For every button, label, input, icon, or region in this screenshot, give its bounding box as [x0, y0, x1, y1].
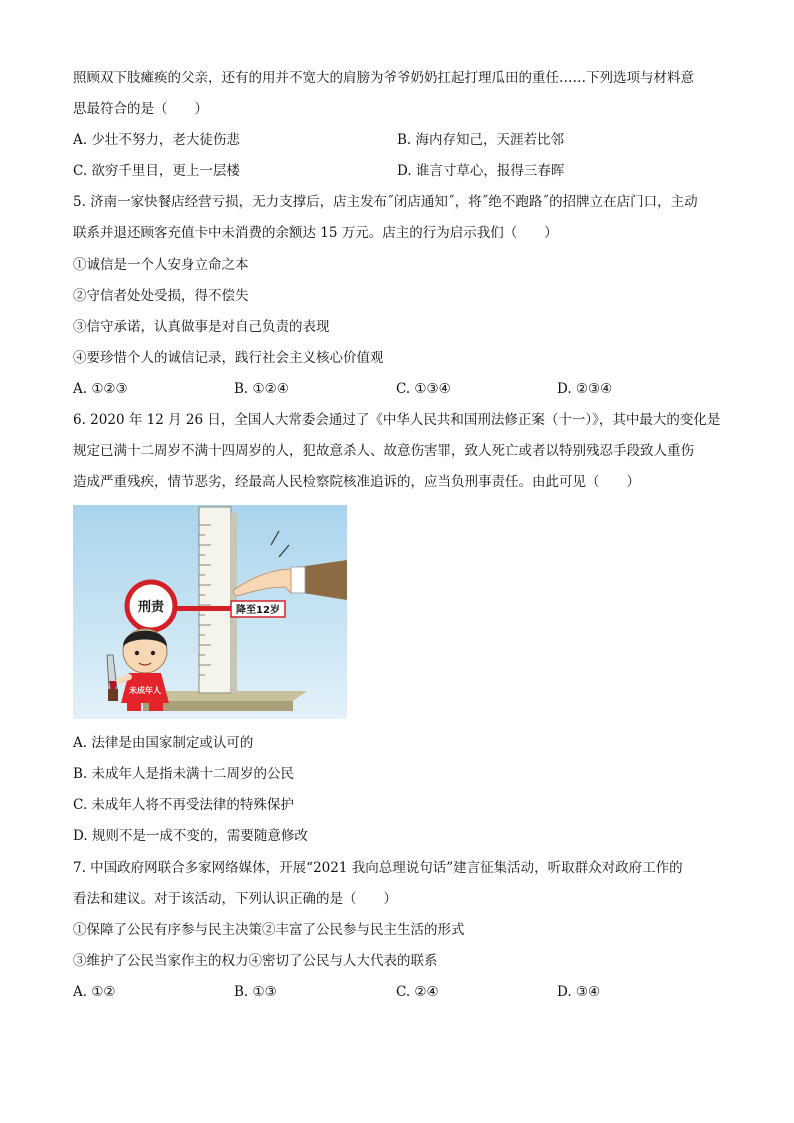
q5-item-3: ③信守承诺，认真做事是对自己负责的表现 — [73, 319, 330, 335]
q7-option-b: B. ①③ — [234, 984, 277, 1000]
q6-option-d: D. 规则不是一成不变的，需要随意修改 — [73, 828, 308, 844]
q5-stem-line-2: 联系并退还顾客充值卡中未消费的余额达 15 万元。店主的行为启示我们（ ） — [73, 225, 558, 241]
q5-option-a: A. ①②③ — [73, 381, 128, 397]
q6-stem-line-1: 6. 2020 年 12 月 26 日，全国人大常委会通过了《中华人民共和国刑法修正案（十一）》，其中最大的变化是 — [73, 412, 721, 428]
q5-item-2: ②守信者处处受损，得不偿失 — [73, 288, 249, 304]
q6-stem-line-3: 造成严重残疾，情节恶劣，经最高人民检察院核准追诉的，应当负刑事责任。由此可见（ ） — [73, 474, 640, 490]
cartoon-sign-text: 刑责 — [137, 600, 165, 615]
cartoon-arrow-label: 降至12岁 — [236, 605, 280, 616]
q5-option-c: C. ①③④ — [396, 381, 451, 397]
q7-option-d: D. ③④ — [557, 984, 601, 1000]
q4-option-d: D. 谁言寸草心，报得三春晖 — [397, 163, 565, 179]
q6-option-b: B. 未成年人是指未满十二周岁的公民 — [73, 766, 295, 782]
q4-stem-line-2: 思最符合的是（ ） — [73, 101, 208, 117]
q4-option-a: A. 少壮不努力，老大徒伤悲 — [73, 132, 240, 148]
q7-stem-line-1: 7. 中国政府网联合多家网络媒体，开展“2021 我向总理说句话”建言征集活动，听取群众对政府工作的 — [73, 860, 683, 876]
cartoon-shirt-text: 未成年人 — [129, 686, 161, 695]
q5-item-4: ④要珍惜个人的诚信记录，践行社会主义核心价值观 — [73, 350, 384, 366]
q5-stem-line-1: 5. 济南一家快餐店经营亏损，无力支撑后，店主发布˝闭店通知˝，将˝绝不跑路˝的招牌立在店门口，主动 — [73, 194, 698, 210]
q6-option-a: A. 法律是由国家制定或认可的 — [73, 735, 254, 751]
q4-stem-line-1: 照顾双下肢瘫痪的父亲，还有的用并不宽大的肩膀为爷爷奶奶扛起打理瓜田的重任……下列选项与材料意 — [73, 70, 694, 86]
q6-stem-line-2: 规定已满十二周岁不满十四周岁的人，犯故意杀人、故意伤害罪，致人死亡或者以特别残忍手段致人重伤 — [73, 443, 694, 459]
q5-item-1: ①诚信是一个人安身立命之本 — [73, 257, 249, 273]
q5-option-b: B. ①②④ — [234, 381, 289, 397]
q7-items-line-2: ③维护了公民当家作主的权力④密切了公民与人大代表的联系 — [73, 953, 438, 969]
q4-option-c: C. 欲穷千里目，更上一层楼 — [73, 163, 240, 179]
q6-cartoon-illustration — [73, 505, 347, 719]
q5-option-d: D. ②③④ — [557, 381, 613, 397]
q6-option-c: C. 未成年人将不再受法律的特殊保护 — [73, 797, 294, 813]
q7-stem-line-2: 看法和建议。对于该活动，下列认识正确的是（ ） — [73, 891, 397, 907]
q7-option-a: A. ①② — [73, 984, 116, 1000]
q7-items-line-1: ①保障了公民有序参与民主决策②丰富了公民参与民主生活的形式 — [73, 922, 465, 938]
q4-option-b: B. 海内存知己，天涯若比邻 — [397, 132, 565, 148]
q7-option-c: C. ②④ — [396, 984, 439, 1000]
